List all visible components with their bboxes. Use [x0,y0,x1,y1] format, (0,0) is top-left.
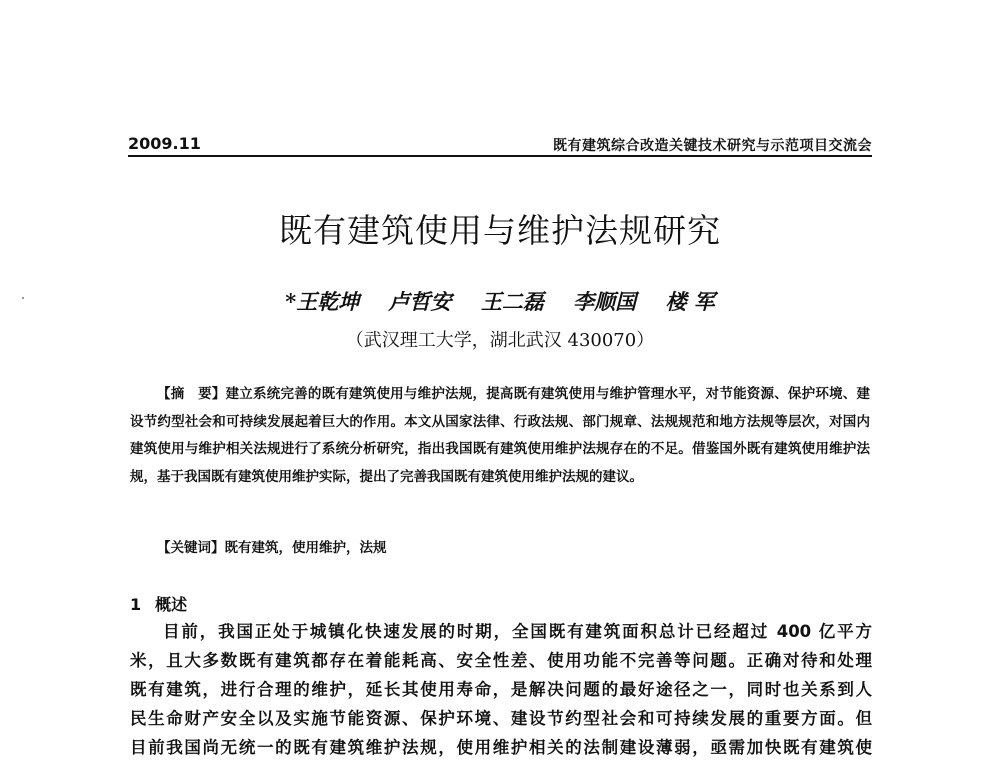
keywords [157,536,870,556]
author: 楼 军 [665,289,715,314]
author: 王二磊 [480,289,544,314]
author-list [0,286,1000,316]
abstract-text: 建立系统完善的既有建筑使用与维护法规，提高既有建筑使用与维护管理水平，对节能资源、保护环境、建设节约型社会和可持续发展起着巨大的作用。本文从国家法律、行政法规、部门规章、法规规范和地方法规等层次，对国内建筑使用与维护相关法规进行了系统分析研究，指出我国既有建筑使用维护法规存在的不足。借鉴国外既有建筑使用维护法规，基于我国既有建筑使用维护实际，提出了完善我国既有建筑使用维护法规的建议。 [130,386,871,485]
keywords-text: 既有建筑，使用维护，法规 [224,540,387,556]
body-line: 民生命财产安全以及实施节能资源、保护环境、建设节约型社会和可持续发展的重要方面。但 [130,709,872,728]
header-conference-title: 既有建筑综合改造关键技术研究与示范项目交流会 [553,138,872,154]
section-number: 1 [130,595,142,614]
running-header [128,128,872,158]
body-line: 既有建筑，进行合理的维护，延长其使用寿命，是解决问题的最好途径之一，同时也关系到人 [130,680,872,699]
abstract [130,381,870,491]
body-line: 米，且大多数既有建筑都存在着能耗高、安全性差、使用功能不完善等问题。正确对待和处理 [130,651,872,670]
abstract-label: 【摘 要】 [157,386,226,402]
header-rule [128,155,872,157]
body-paragraph [130,617,872,762]
header-date: 2009.11 [128,134,201,153]
affiliation: （武汉理工大学，湖北武汉 430070） [345,330,655,351]
paper-title: 既有建筑使用与维护法规研究 [279,211,721,250]
body-line: 目前我国尚无统一的既有建筑维护法规，使用维护相关的法制建设薄弱，亟需加快既有建筑使 [130,738,872,757]
body-line: 目前，我国正处于城镇化快速发展的时期，全国既有建筑面积总计已经超过 400 亿平方 [163,622,872,641]
author: 李顺国 [573,289,637,314]
keywords-label: 【关键词】 [157,540,225,556]
author: *王乾坤 [285,289,360,314]
section-title: 概述 [155,595,188,614]
author: 卢哲安 [388,289,452,314]
section-heading [130,592,187,615]
